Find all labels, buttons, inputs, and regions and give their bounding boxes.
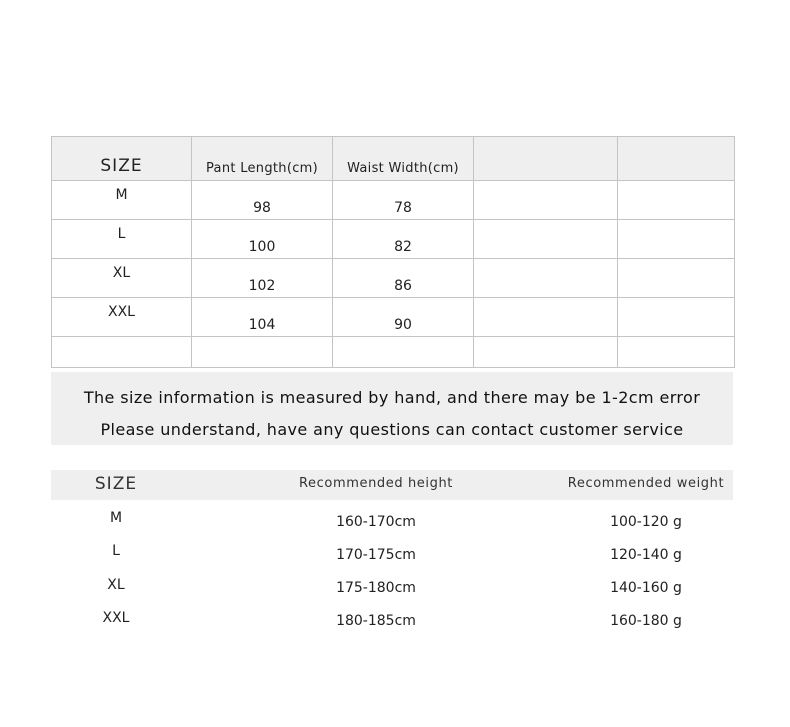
size-label: XL <box>52 259 192 298</box>
size-chart-header-row <box>52 137 735 181</box>
table-row <box>52 298 735 337</box>
rec-height-value: 170-175cm <box>336 547 416 563</box>
header-waist-width: Waist Width(cm) <box>333 137 474 181</box>
empty-cell <box>618 298 735 337</box>
rec-header-weight: Recommended weight <box>567 476 725 491</box>
pant-length-value: 102 <box>192 259 333 298</box>
rec-height-value: 180-185cm <box>336 613 416 629</box>
rec-size-label: XL <box>107 577 125 593</box>
empty-cell <box>52 337 192 368</box>
rec-height-value: 175-180cm <box>336 580 416 596</box>
measurement-notice <box>51 372 733 445</box>
empty-cell <box>618 337 735 368</box>
pant-length-value: 98 <box>192 181 333 220</box>
header-size: SIZE <box>52 137 192 181</box>
waist-width-value: 90 <box>333 298 474 337</box>
table-row <box>52 220 735 259</box>
pant-length-value: 100 <box>192 220 333 259</box>
table-row-empty <box>52 337 735 368</box>
rec-height-value: 160-170cm <box>336 514 416 530</box>
empty-cell <box>474 298 618 337</box>
header-empty-1 <box>474 137 618 181</box>
size-label: M <box>52 181 192 220</box>
table-row <box>52 259 735 298</box>
rec-header-height: Recommended height <box>299 476 453 491</box>
waist-width-value: 82 <box>333 220 474 259</box>
empty-cell <box>474 337 618 368</box>
empty-cell <box>474 181 618 220</box>
empty-cell <box>333 337 474 368</box>
table-row <box>52 181 735 220</box>
size-chart-table <box>51 136 735 368</box>
empty-cell <box>618 259 735 298</box>
header-empty-2 <box>618 137 735 181</box>
notice-line-2: Please understand, have any questions can contact customer service <box>100 420 684 439</box>
rec-weight-value: 140-160 g <box>610 580 682 596</box>
empty-cell <box>192 337 333 368</box>
rec-weight-value: 100-120 g <box>610 514 682 530</box>
size-label: L <box>52 220 192 259</box>
notice-line-1: The size information is measured by hand, and there may be 1-2cm error <box>83 388 701 407</box>
waist-width-value: 86 <box>333 259 474 298</box>
size-label: XXL <box>52 298 192 337</box>
empty-cell <box>474 259 618 298</box>
waist-width-value: 78 <box>333 181 474 220</box>
empty-cell <box>474 220 618 259</box>
header-pant-length: Pant Length(cm) <box>192 137 333 181</box>
rec-size-label: M <box>109 510 123 526</box>
rec-size-label: L <box>112 543 120 559</box>
empty-cell <box>618 220 735 259</box>
rec-weight-value: 160-180 g <box>610 613 682 629</box>
empty-cell <box>618 181 735 220</box>
pant-length-value: 104 <box>192 298 333 337</box>
rec-size-label: XXL <box>102 610 130 626</box>
rec-weight-value: 120-140 g <box>610 547 682 563</box>
rec-header-size: SIZE <box>94 474 138 494</box>
